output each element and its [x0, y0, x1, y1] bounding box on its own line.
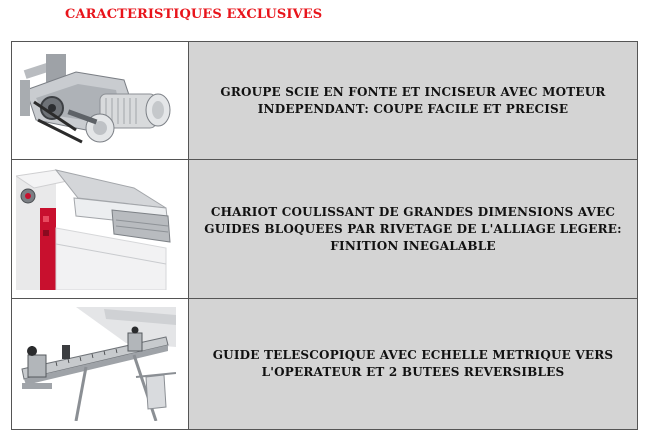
- sliding-carriage-image: [16, 168, 176, 290]
- telescopic-guide-image: [16, 307, 176, 421]
- feature-row: [12, 42, 638, 160]
- feature-image-cell: [12, 42, 189, 160]
- feature-description: CHARIOT COULISSANT DE GRANDES DIMENSIONS AVEC GUIDES BLOQUEES PAR RIVETAGE DE L'ALLIAGE LEGERE: FINITION INEGALABLE: [189, 160, 638, 299]
- features-table: [11, 41, 638, 430]
- feature-image-cell: [12, 160, 189, 299]
- feature-row: [12, 299, 638, 430]
- feature-description: GUIDE TELESCOPIQUE AVEC ECHELLE METRIQUE VERS L'OPERATEUR ET 2 BUTEES REVERSIBLES: [189, 299, 638, 430]
- saw-unit-motor-image: [16, 50, 176, 151]
- feature-description: GROUPE SCIE EN FONTE ET INCISEUR AVEC MOTEUR INDEPENDANT: COUPE FACILE ET PRECISE: [189, 42, 638, 160]
- feature-row: [12, 160, 638, 299]
- page-heading: CARACTERISTIQUES EXCLUSIVES: [65, 7, 323, 22]
- feature-image-cell: [12, 299, 189, 430]
